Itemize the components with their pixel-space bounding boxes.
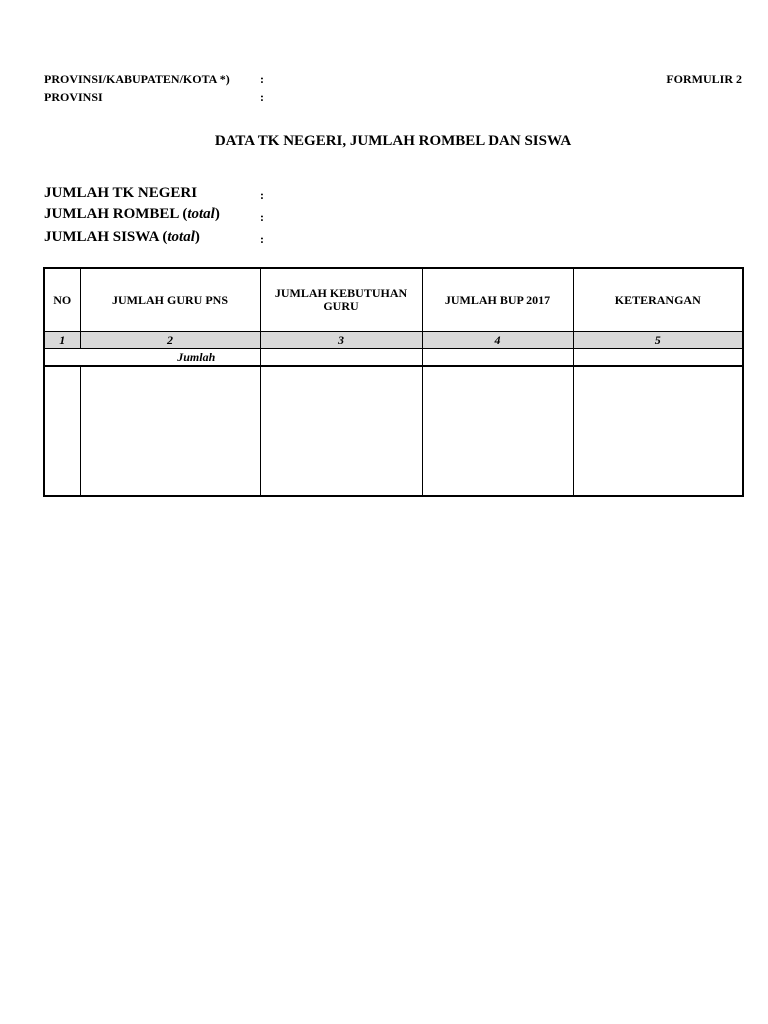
column-number: 3 [260, 332, 422, 349]
tk-count-colon: : [260, 188, 264, 202]
table-cell[interactable] [422, 349, 573, 367]
table-cell[interactable] [260, 366, 422, 496]
siswa-count-label [44, 228, 200, 246]
rombel-count-colon: : [260, 210, 264, 224]
form-code: FORMULIR 2 [666, 72, 742, 86]
rombel-label-italic: total [187, 206, 215, 222]
province-label: PROVINSI [44, 90, 103, 104]
jumlah-cell [44, 349, 260, 367]
table-cell[interactable] [80, 366, 260, 496]
siswa-count-colon: : [260, 232, 264, 246]
jumlah-label: Jumlah [177, 350, 216, 364]
data-table [43, 267, 744, 497]
column-header-guru-pns: JUMLAH GURU PNS [80, 268, 260, 332]
table-cell[interactable] [573, 349, 743, 367]
rombel-label-end: ) [214, 206, 220, 222]
column-number: 2 [80, 332, 260, 349]
column-header-keterangan: KETERANGAN [573, 268, 743, 332]
column-header-no: NO [44, 268, 80, 332]
table-cell[interactable] [44, 366, 80, 496]
tk-count-label: JUMLAH TK NEGERI [44, 185, 198, 201]
table-cell[interactable] [260, 349, 422, 367]
rombel-count-label [44, 205, 220, 223]
column-number: 4 [422, 332, 573, 349]
rombel-label-main: JUMLAH ROMBEL ( [44, 206, 188, 222]
siswa-label-italic: total [167, 229, 195, 245]
column-number: 5 [573, 332, 743, 349]
column-header-bup: JUMLAH BUP 2017 [422, 268, 573, 332]
siswa-label-main: JUMLAH SISWA ( [44, 229, 168, 245]
jumlah-row [44, 349, 743, 367]
table-row [44, 366, 743, 496]
region-colon: : [260, 72, 264, 86]
page-title: DATA TK NEGERI, JUMLAH ROMBEL DAN SISWA [214, 133, 572, 149]
region-label: PROVINSI/KABUPATEN/KOTA *) [44, 72, 230, 86]
table-cell[interactable] [422, 366, 573, 496]
siswa-label-end: ) [194, 229, 200, 245]
column-header-kebutuhan-guru: JUMLAH KEBUTUHAN GURU [260, 268, 422, 332]
table-cell[interactable] [573, 366, 743, 496]
column-number-row [44, 332, 743, 349]
column-number: 1 [44, 332, 80, 349]
province-colon: : [260, 90, 264, 104]
table-header-row [44, 268, 743, 332]
